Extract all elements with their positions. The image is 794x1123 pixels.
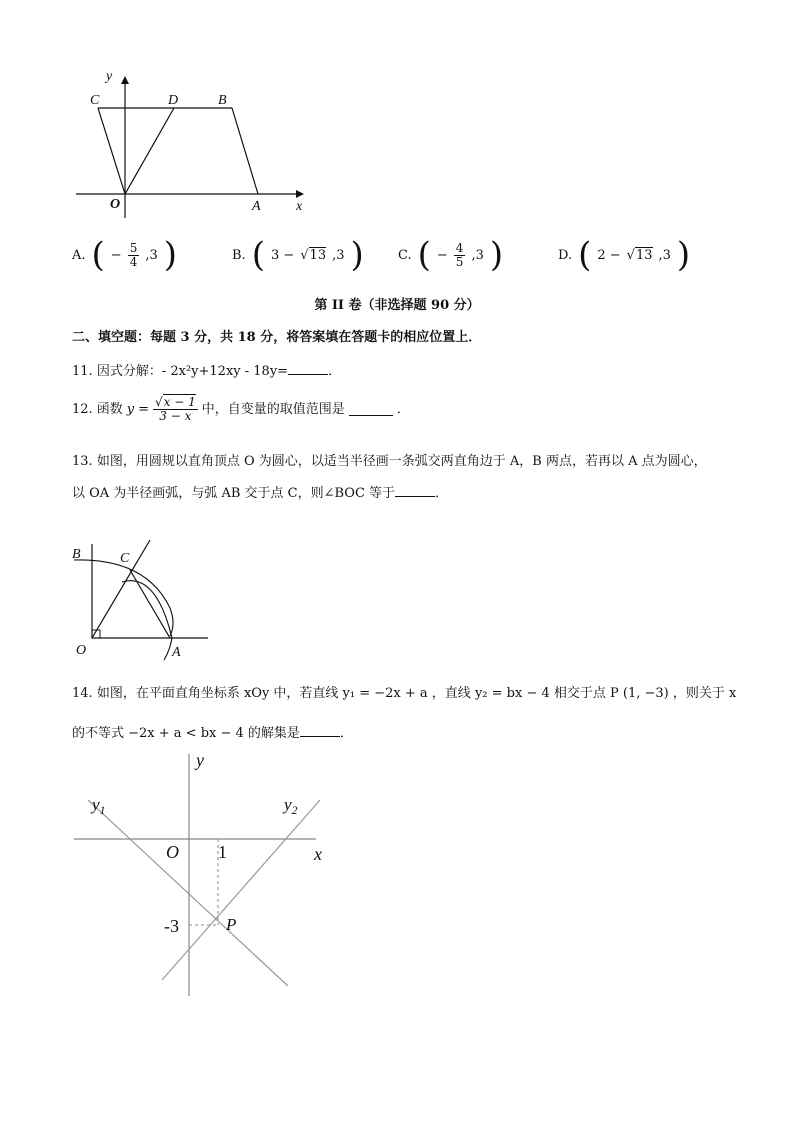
q12-answer-blank[interactable] [349, 403, 393, 416]
label-P: P [226, 915, 237, 934]
q13-answer-blank[interactable] [395, 484, 435, 497]
option-c-denominator: 5 [455, 254, 464, 269]
option-a-tail: ,3 [145, 247, 158, 263]
option-a-numerator: 5 [129, 240, 138, 255]
label-one: 1 [218, 842, 227, 862]
sqrt-symbol-icon: √ [154, 395, 163, 409]
q12-fraction [153, 396, 198, 423]
q12-pre: 函数 [96, 401, 123, 417]
q12-end: ． [396, 401, 410, 417]
q12-y: y [126, 401, 135, 417]
q14-number: 14. [72, 686, 93, 701]
option-d-prefix: 2 − [597, 247, 621, 263]
q13-end: ． [435, 486, 449, 501]
figure-compass [66, 536, 226, 668]
label-y: y [106, 69, 113, 84]
sqrt-symbol-icon: √ [626, 247, 635, 263]
section-heading: 二、填空题：每题 3 分，共 18 分，将答案填在答题卡的相应位置上． [72, 330, 482, 345]
option-b-letter: B. [232, 247, 246, 263]
segment-OC [98, 108, 125, 194]
label-y: y [196, 750, 204, 770]
option-a-letter: A. [72, 247, 86, 263]
option-d-root: 13 [635, 248, 653, 263]
option-b-tail: ,3 [332, 247, 345, 263]
segment-CA [130, 570, 170, 638]
y-axis-arrow [121, 76, 129, 84]
label-D: D [168, 93, 179, 108]
question-11 [72, 362, 341, 380]
q12-post: 中，自变量的取值范围是 [201, 401, 345, 417]
label-y1-main: y [92, 795, 100, 814]
label-neg3: -3 [164, 916, 179, 936]
q14-answer-blank[interactable] [300, 724, 340, 737]
question-12 [72, 396, 410, 423]
q11-end: ． [328, 364, 342, 379]
segment-OD [125, 108, 174, 194]
q11-answer-blank[interactable] [288, 362, 328, 375]
question-14-line1 [72, 686, 736, 702]
label-B: B [218, 93, 227, 108]
label-O: O [76, 643, 87, 658]
option-a-sign: − [110, 247, 122, 263]
option-c-numerator: 4 [455, 240, 464, 255]
q11-number: 11. [72, 364, 93, 379]
label-A: A [172, 645, 181, 660]
figure-lines [70, 748, 350, 1000]
option-a-fraction [128, 242, 140, 269]
option-a[interactable]: A. ( − $\frac{5}{4}$ ,3 ) [72, 235, 178, 275]
option-c-letter: C. [398, 247, 412, 263]
sqrt-symbol-icon: √ [300, 247, 309, 263]
option-a-denominator: 4 [129, 254, 138, 269]
option-b[interactable]: B. ( 3 − √ 13 ,3 ) [232, 235, 364, 275]
option-c[interactable]: C. ( − $\frac{4}{5}$ ,3 ) [398, 235, 504, 275]
section-title: 第 II 卷（非选择题 90 分） [314, 298, 480, 313]
option-c-tail: ,3 [471, 247, 484, 263]
option-d-tail: ,3 [658, 247, 671, 263]
label-A: A [252, 199, 261, 214]
label-O: O [110, 197, 121, 212]
q12-numerator: x − 1 [163, 395, 196, 409]
label-B: B [72, 547, 81, 562]
label-x: x [296, 199, 303, 214]
x-axis-arrow [296, 190, 304, 198]
option-c-sign: − [436, 247, 448, 263]
question-13-line1 [72, 454, 707, 470]
figure-quadrilateral [60, 60, 320, 220]
label-y2-main: y [284, 795, 292, 814]
option-b-root: 13 [309, 248, 327, 263]
arc-from-A [122, 581, 172, 660]
q12-eq: = [138, 401, 149, 417]
q13-number: 13. [72, 454, 93, 469]
label-x: x [314, 844, 322, 864]
line-y1 [88, 800, 288, 986]
question-13-line2 [72, 484, 448, 502]
arc-AB [74, 560, 173, 636]
label-y1-sub: 1 [99, 803, 106, 817]
q13-line2: 以 OA 为半径画弧，与弧 AB 交于点 C，则∠BOC 等于 [72, 486, 396, 501]
label-C: C [90, 93, 100, 108]
q14-line1: 如图，在平面直角坐标系 xOy 中，若直线 y₁ = −2x + a ，直线 y₂ = bx − 4 相交于点 P (1, −3) ，则关于 x [96, 686, 737, 701]
option-c-fraction [454, 242, 466, 269]
option-b-prefix: 3 − [270, 247, 295, 263]
label-y2-sub: 2 [291, 803, 298, 817]
q14-line2: 的不等式 −2x + a < bx − 4 的解集是 [72, 726, 300, 741]
q14-end: ． [339, 726, 353, 741]
option-d[interactable]: D. ( 2 − √ 13 ,3 ) [558, 235, 691, 275]
label-y2 [282, 795, 298, 817]
question-14-line2 [72, 724, 353, 742]
line-y2 [162, 800, 320, 980]
q12-number: 12. [72, 401, 93, 417]
label-C: C [120, 551, 130, 566]
q12-denominator: 3 − x [159, 409, 192, 423]
option-d-letter: D. [558, 247, 573, 263]
label-O: O [166, 842, 179, 862]
q13-line1: 如图，用圆规以直角顶点 O 为圆心，以适当半径画一条弧交两直角边于 A，B 两点，若再以 A 点为圆心， [96, 454, 707, 469]
q11-text: 因式分解：- 2x²y+12xy - 18y= [96, 364, 289, 379]
label-y1 [90, 795, 106, 817]
segment-BA [232, 108, 258, 194]
